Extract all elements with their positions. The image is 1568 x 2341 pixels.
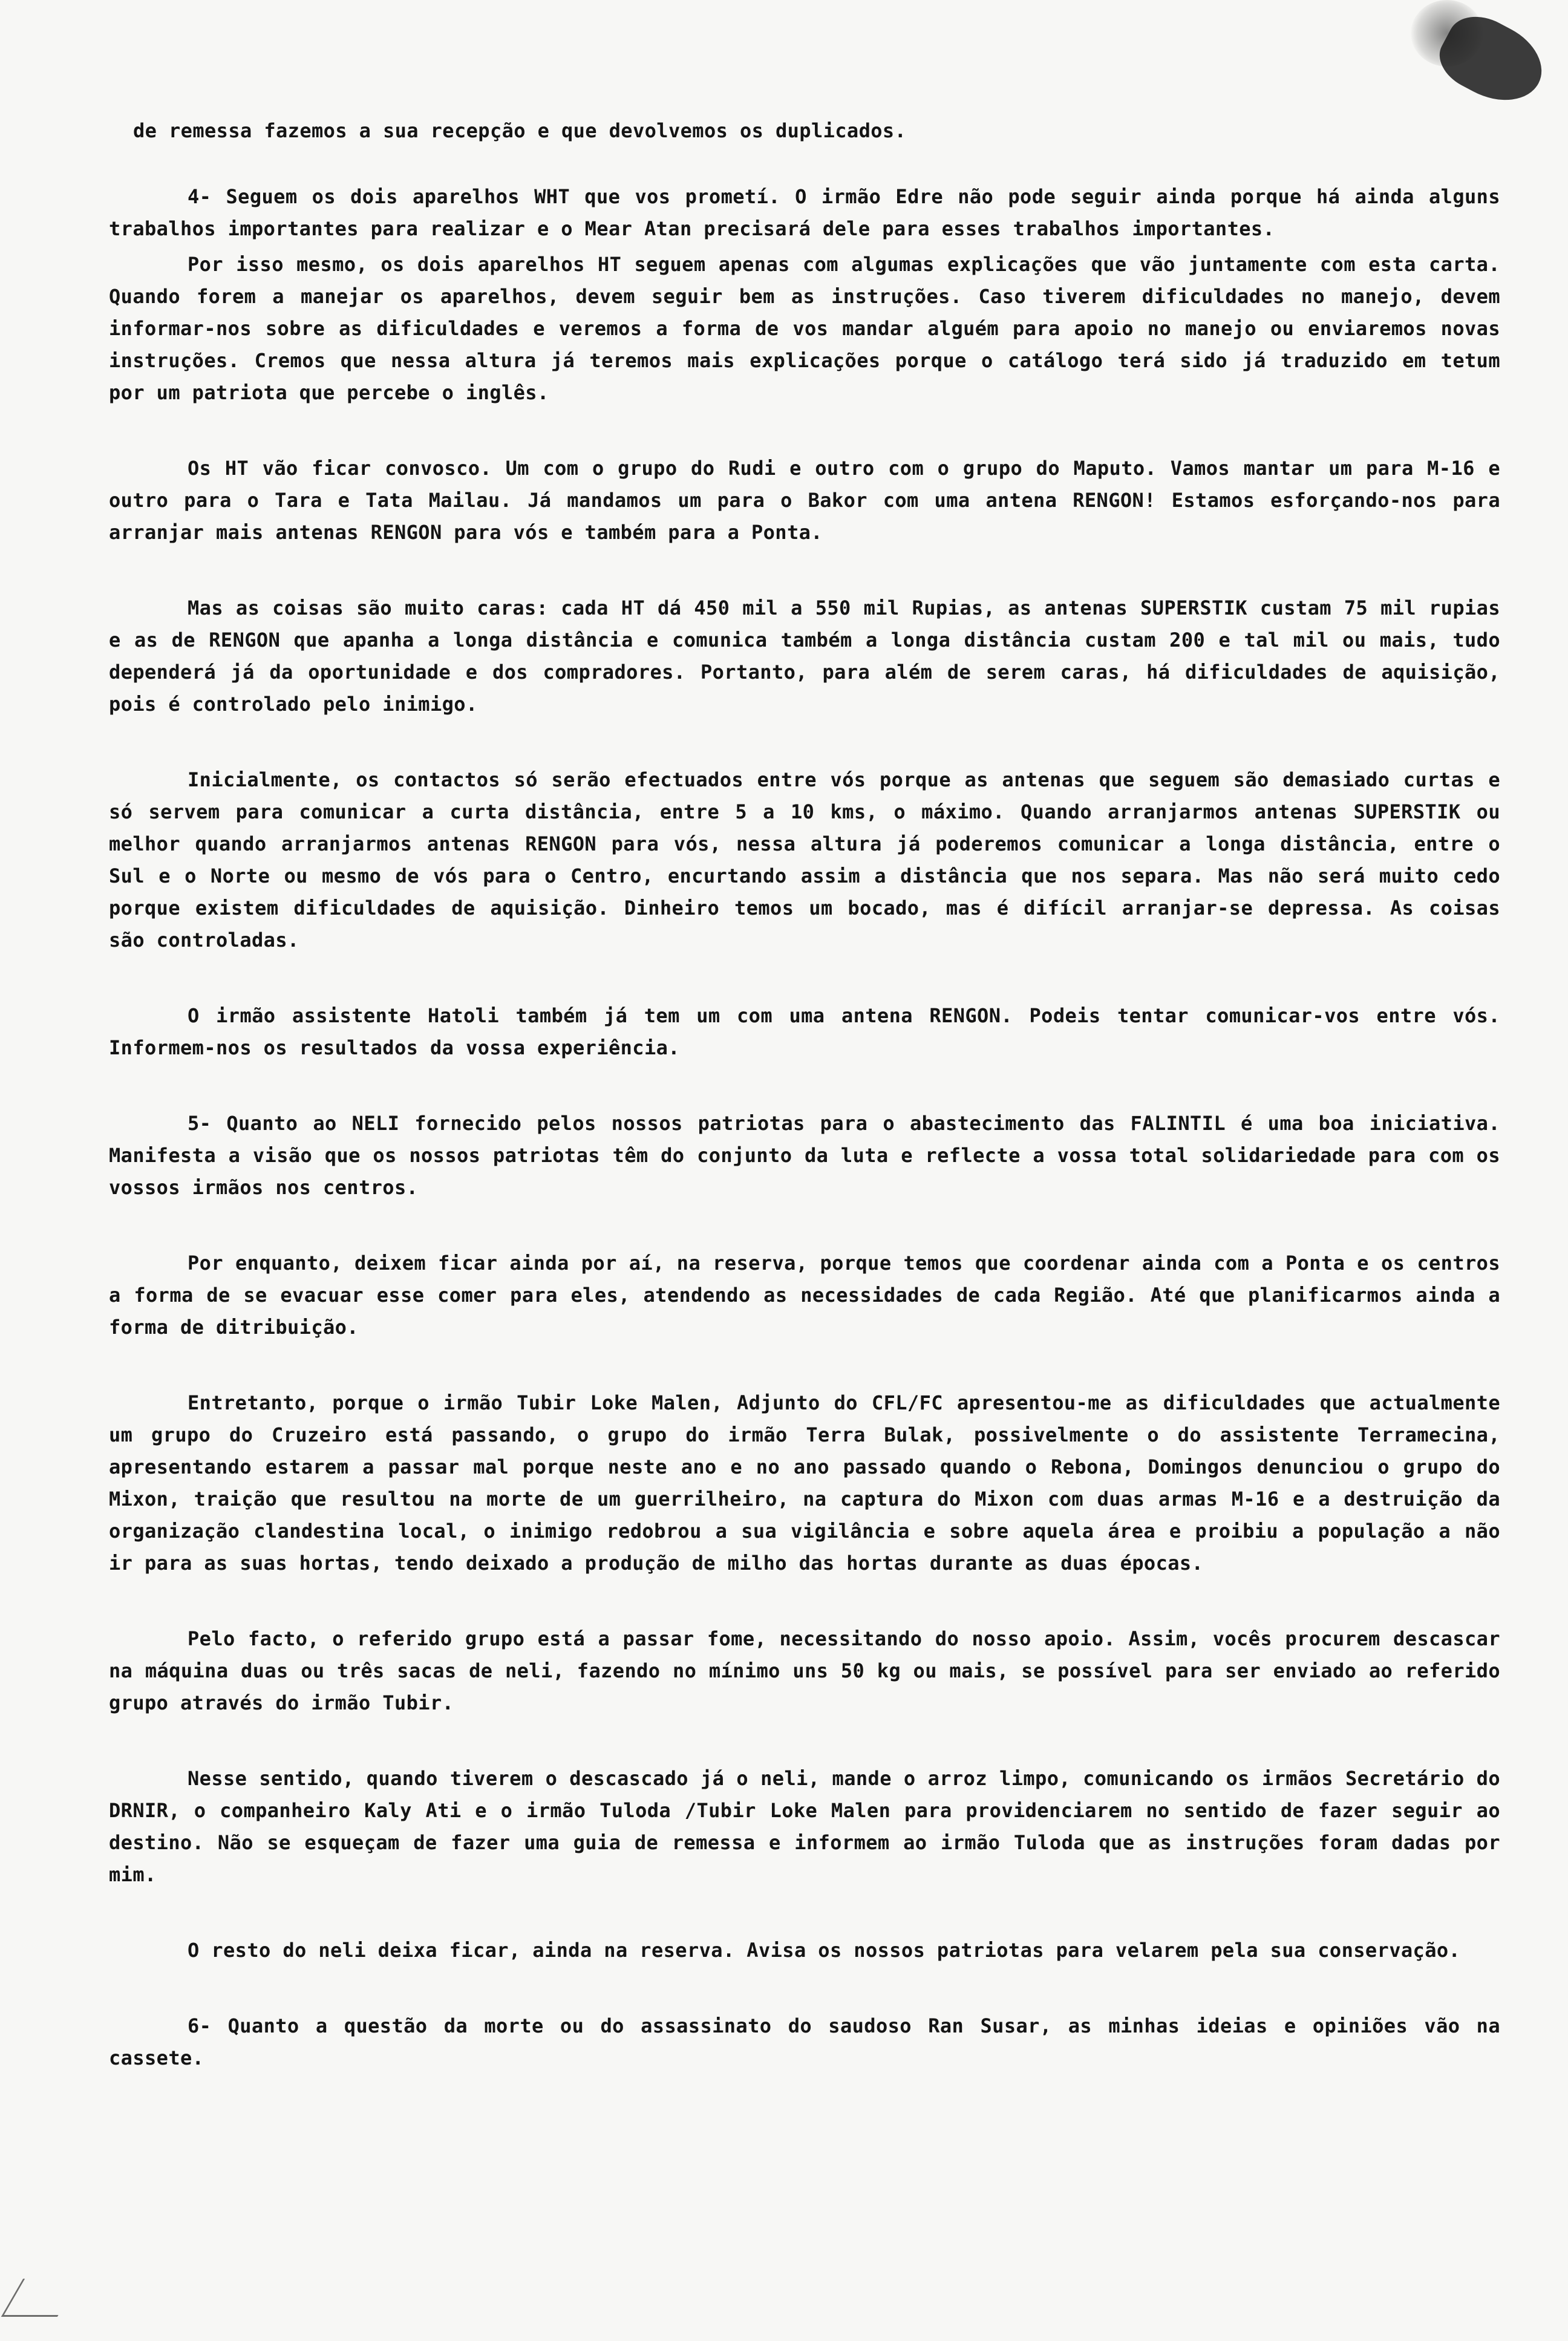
paragraph: Por enquanto, deixem ficar ainda por aí, na reserva, porque temos que coordenar ainda com a Ponta e os centros a forma de se evacuar esse comer para eles, atendendo as necessidades de cada Região. Até que planificarmos ainda a forma de ditribuição. — [109, 1252, 1500, 1339]
paragraph: Entretanto, porque o irmão Tubir Loke Malen, Adjunto do CFL/FC apresentou-me as dificuldades que actualmente um grupo do Cruzeiro está passando, o grupo do irmão Terra Bulak, possivelmente o do assistente Terramecina, apresentando estarem a passar mal porque neste ano e no ano passado quando o Rebona, Domingos denunciou o grupo do Mixon, traição que resultou na morte de um guerrilheiro, na captura do Mixon com duas armas M-16 e a destruição da organização clandestina local, o inimigo redobrou a sua vigilância e sobre aquela área e proibiu a população a não ir para as suas hortas, tendo deixado a produção de milho das hortas durante as duas épocas. — [109, 1391, 1500, 1575]
paragraph: Nesse sentido, quando tiverem o descascado já o neli, mande o arroz limpo, comunicando os irmãos Secretário do DRNIR, o companheiro Kaly Ati e o irmão Tuloda /Tubir Loke Malen para providenciarem no sentido de fazer seguir ao destino. Não se esqueçam de fazer uma guia de remessa e informem ao irmão Tuloda que as instruções foram dadas por mim. — [109, 1767, 1500, 1886]
paragraph: 4- Seguem os dois aparelhos WHT que vos prometí. O irmão Edre não pode seguir ainda porque há ainda alguns trabalhos importantes para realizar e o Mear Atan precisará dele para esses trabalhos importantes. — [109, 185, 1500, 240]
paragraph: 5- Quanto ao NELI fornecido pelos nossos patriotas para o abastecimento das FALINTIL é uma boa iniciativa. Manifesta a visão que os nossos patriotas têm do conjunto da luta e reflecte a vossa total solidariedade para com os vossos irmãos nos centros. — [109, 1112, 1500, 1199]
paragraph: 6- Quanto a questão da morte ou do assassinato do saudoso Ran Susar, as minhas ideias e opiniões vão na cassete. — [109, 2014, 1500, 2069]
paragraph: Por isso mesmo, os dois aparelhos HT seguem apenas com algumas explicações que vão juntamente com esta carta. Quando forem a manejar os aparelhos, devem seguir bem as instruções. Caso tiverem dificuldades no manejo, devem informar-nos sobre as dificuldades e veremos a forma de vos mandar alguém para apoio no manejo ou enviaremos novas instruções. Cremos que nessa altura já teremos mais explicações porque o catálogo terá sido já traduzido em tetum por um patriota que percebe o inglês. — [109, 253, 1500, 404]
corner-pen-mark — [1, 2279, 79, 2317]
letter-body — [109, 115, 1500, 2118]
paragraph: O resto do neli deixa ficar, ainda na reserva. Avisa os nossos patriotas para velarem pela sua conservação. — [188, 1939, 1461, 1962]
paragraph: Mas as coisas são muito caras: cada HT dá 450 mil a 550 mil Rupias, as antenas SUPERSTIK custam 75 mil rupias e as de RENGON que apanha a longa distância e comunica também a longa distância custam 200 e tal mil ou mais, tudo dependerá já da oportunidade e dos compradores. Portanto, para além de serem caras, há dificuldades de aquisição, pois é controlado pelo inimigo. — [109, 596, 1500, 716]
paragraph: de remessa fazemos a sua recepção e que devolvemos os duplicados. — [133, 119, 907, 142]
paragraph: Pelo facto, o referido grupo está a passar fome, necessitando do nosso apoio. Assim, vocês procurem descascar na máquina duas ou três sacas de neli, fazendo no mínimo uns 50 kg ou mais, se possível para ser enviado ao referido grupo através do irmão Tubir. — [109, 1627, 1500, 1714]
paragraph: O irmão assistente Hatoli também já tem um com uma antena RENGON. Podeis tentar comunicar-vos entre vós. Informem-nos os resultados da vossa experiência. — [109, 1004, 1500, 1059]
paragraph: Os HT vão ficar convosco. Um com o grupo do Rudi e outro com o grupo do Maputo. Vamos mantar um para M-16 e outro para o Tara e Tata Mailau. Já mandamos um para o Bakor com uma antena RENGON! Estamos esforçando-nos para arranjar mais antenas RENGON para vós e também para a Ponta. — [109, 457, 1500, 544]
paragraph: Inicialmente, os contactos só serão efectuados entre vós porque as antenas que seguem são demasiado curtas e só servem para comunicar a curta distância, entre 5 a 10 kms, o máximo. Quando arranjarmos antenas SUPERSTIK ou melhor quando arranjarmos antenas RENGON para vós, nessa altura já poderemos comunicar a longa distância, entre o Sul e o Norte ou mesmo de vós para o Centro, encurtando assim a distância que nos separa. Mas não será muito cedo porque existem dificuldades de aquisição. Dinheiro temos um bocado, mas é difícil arranjar-se depressa. As coisas são controladas. — [109, 768, 1500, 952]
